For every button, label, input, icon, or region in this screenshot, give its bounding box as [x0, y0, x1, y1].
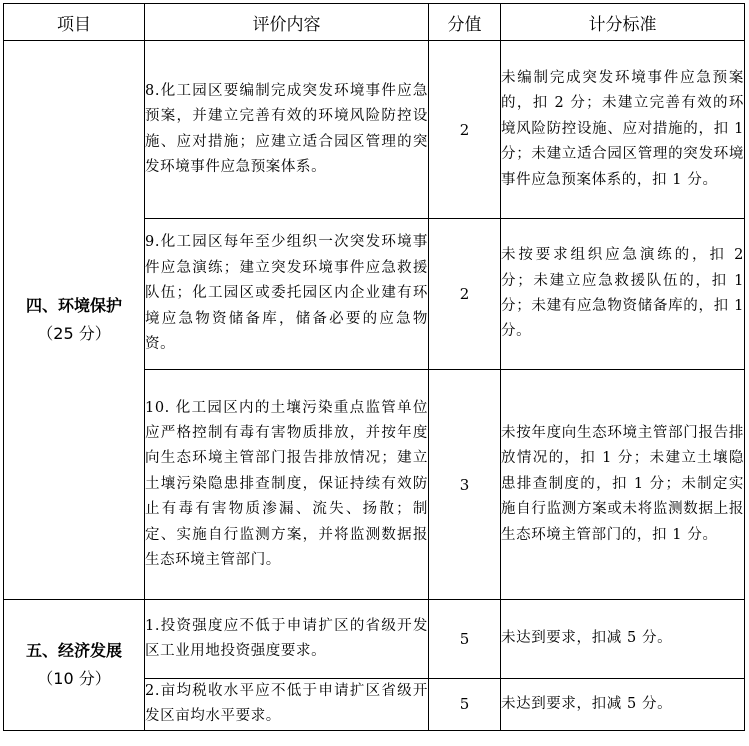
header-row	[4, 4, 745, 41]
category-name: 四、环境保护	[25, 296, 122, 315]
header-content: 评价内容	[145, 4, 429, 41]
content-cell: 1.投资强度应不低于申请扩区的省级开发区工业用地投资强度要求。	[145, 600, 429, 679]
content-cell: 8.化工园区要编制完成突发环境事件应急预案，并建立完善有效的环境风险防控设施、应对措施；应建立适合园区管理的突发环境事件应急预案体系。	[145, 41, 429, 219]
table-row	[4, 600, 745, 679]
category-score: （10 分）	[37, 668, 111, 688]
header-score: 分值	[429, 4, 501, 41]
standard-cell: 未按年度向生态环境主管部门报告排放情况的，扣 1 分；未建立土壤隐患排查制度的，扣 1 分；未制定实施自行监测方案或未将监测数据上报生态环境主管部门的，扣 1 分。	[501, 370, 745, 600]
table-row	[4, 41, 745, 219]
header-standard: 计分标准	[501, 4, 745, 41]
header-project: 项目	[4, 4, 145, 41]
score-cell: 5	[429, 679, 501, 731]
category-name: 五、经济发展	[25, 640, 122, 660]
content-cell: 2.亩均税收水平应不低于申请扩区省级开发区亩均水平要求。	[145, 679, 429, 731]
content-cell: 10. 化工园区内的土壤污染重点监管单位应严格控制有毒有害物质排放，并按年度向生态环境主管部门报告排放情况；建立土壤污染隐患排查制度，保证持续有效防止有毒有害物质渗漏、流失、扬散；制定、实施自行监测方案，并将监测数据报生态环境主管部门。	[145, 370, 429, 600]
category-cell-environment	[4, 41, 145, 600]
scoring-table	[3, 3, 745, 731]
score-cell: 2	[429, 41, 501, 219]
content-cell: 9.化工园区每年至少组织一次突发环境事件应急演练；建立突发环境事件应急救援队伍；化工园区或委托园区内企业建有环境应急物资储备库，储备必要的应急物资。	[145, 219, 429, 370]
score-cell: 5	[429, 600, 501, 679]
standard-cell: 未按要求组织应急演练的，扣 2 分；未建立应急救援队伍的，扣 1 分；未建有应急物资储备库的，扣 1 分。	[501, 219, 745, 370]
score-cell: 2	[429, 219, 501, 370]
category-cell-economy	[4, 600, 145, 731]
standard-cell: 未达到要求，扣减 5 分。	[501, 679, 745, 731]
standard-cell: 未达到要求，扣减 5 分。	[501, 600, 745, 679]
category-score: （25 分）	[37, 324, 111, 343]
standard-cell: 未编制完成突发环境事件应急预案的，扣 2 分；未建立完善有效的环境风险防控设施、应对措施的，扣 1 分；未建立适合园区管理的突发环境事件应急预案体系的，扣 1 分。	[501, 41, 745, 219]
score-cell: 3	[429, 370, 501, 600]
